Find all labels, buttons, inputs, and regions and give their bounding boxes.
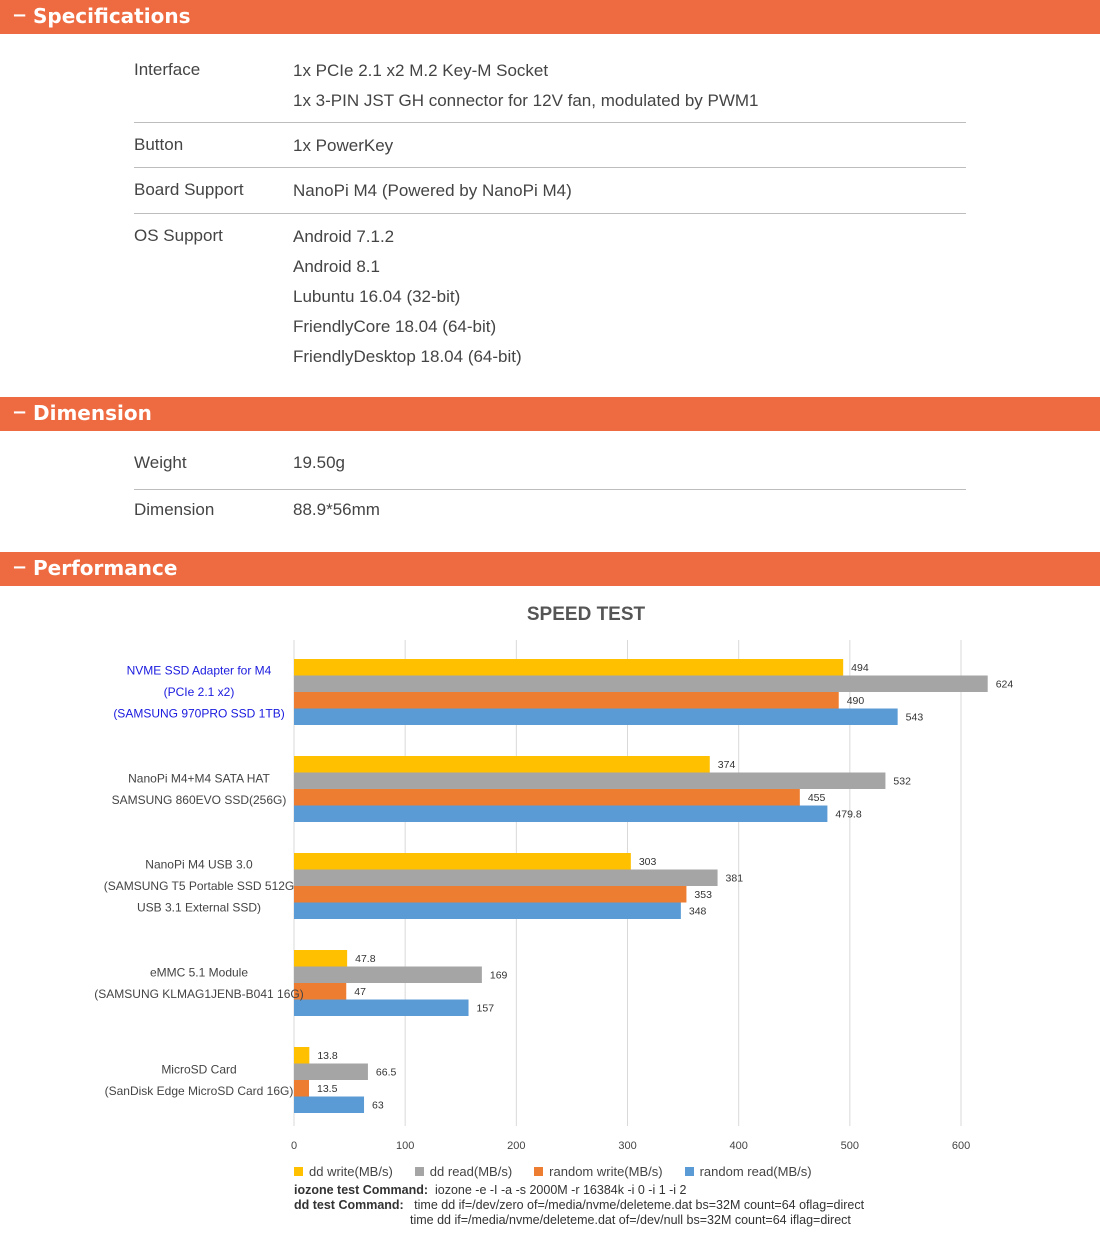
spec-label: Dimension (134, 500, 215, 519)
legend-swatch (685, 1167, 694, 1176)
x-tick-label: 300 (618, 1140, 637, 1152)
spec-value: FriendlyDesktop 18.04 (64-bit) (293, 347, 522, 366)
data-label: 532 (893, 775, 911, 788)
x-tick-label: 0 (290, 1140, 298, 1152)
dimension-section-header[interactable] (0, 397, 1100, 431)
dd-command-1: time dd if=/dev/zero of=/media/nvme/deleteme.dat bs=32M count=64 oflag=direct (414, 1198, 865, 1212)
legend-label: dd read(MB/s) (429, 1164, 513, 1179)
spec-value: Lubuntu 16.04 (32-bit) (293, 287, 461, 306)
data-label: 13.8 (317, 1050, 338, 1062)
dimension-row-dimension (134, 490, 966, 540)
iozone-command-label: iozone test Command: (294, 1183, 429, 1197)
bar (294, 709, 898, 726)
category-label: (SAMSUNG 970PRO SSD 1TB) (113, 706, 285, 721)
dd-command-line-2 (410, 1213, 851, 1227)
legend-label: dd write(MB/s) (309, 1164, 393, 1179)
bar (294, 1000, 469, 1017)
performance-section-header[interactable] (0, 552, 1100, 586)
chart-legend (294, 1164, 834, 1179)
data-label: 47.8 (355, 953, 376, 965)
iozone-command-line (294, 1183, 687, 1197)
dd-command-2: time dd if=/media/nvme/deleteme.dat of=/dev/null bs=32M count=64 iflag=direct (410, 1213, 851, 1227)
category-label: MicroSD Card (161, 1062, 237, 1077)
legend-item (415, 1164, 512, 1179)
bar (294, 1064, 368, 1081)
category-label: (SAMSUNG KLMAG1JENB-B041 16G) (94, 986, 304, 1001)
iozone-command: iozone -e -I -a -s 2000M -r 16384k -i 0 -i 1 -i 2 (435, 1183, 687, 1197)
x-tick-label: 600 (951, 1140, 971, 1152)
spec-value: NanoPi M4 (Powered by NanoPi M4) (293, 181, 572, 200)
bar (294, 1047, 309, 1064)
spec-label: Board Support (134, 180, 244, 199)
section-title: Dimension (33, 401, 152, 425)
data-label: 157 (476, 1002, 495, 1015)
category-label: SAMSUNG 860EVO SSD(256G) (111, 792, 287, 807)
category-label: eMMC 5.1 Module (149, 965, 249, 980)
spec-value: Android 7.1.2 (293, 227, 395, 246)
bar (294, 853, 631, 870)
x-tick-label: 100 (395, 1140, 415, 1152)
bar (294, 886, 686, 903)
data-label: 381 (725, 872, 744, 885)
spec-label: OS Support (134, 226, 223, 245)
data-label: 494 (851, 662, 869, 674)
collapse-icon[interactable]: − (12, 557, 28, 578)
legend-swatch (534, 1167, 543, 1176)
data-label: 66.5 (375, 1066, 397, 1079)
bar (294, 1097, 364, 1114)
bar (294, 950, 347, 967)
spec-row-board-support (134, 168, 966, 214)
x-tick-label: 400 (729, 1140, 748, 1152)
data-label: 543 (905, 711, 924, 724)
category-label: (PCIe 2.1 x2) (163, 685, 235, 699)
collapse-icon[interactable]: − (12, 5, 28, 26)
x-tick-label: 500 (840, 1140, 860, 1152)
spec-row-os-support (134, 214, 966, 384)
bar (294, 870, 718, 887)
bar (294, 676, 988, 693)
legend-item (294, 1164, 393, 1179)
data-label: 479.8 (835, 808, 862, 821)
spec-value: Android 8.1 (293, 257, 380, 276)
dimension-table (134, 443, 966, 540)
spec-value: 1x 3-PIN JST GH connector for 12V fan, modulated by PWM1 (293, 91, 759, 110)
dd-command-line (294, 1198, 864, 1212)
bar (294, 773, 885, 790)
category-label: NanoPi M4 USB 3.0 (145, 857, 253, 872)
dimension-row-weight (134, 443, 966, 490)
data-label: 303 (638, 856, 657, 868)
category-label: NVME SSD Adapter for M4 (126, 663, 272, 678)
bar (294, 806, 827, 823)
category-label: NanoPi M4+M4 SATA HAT (128, 771, 270, 786)
legend-label: random read(MB/s) (699, 1164, 812, 1179)
data-label: 455 (807, 792, 826, 804)
speed-test-chart (0, 586, 1100, 1160)
bar (294, 659, 843, 676)
legend-swatch (415, 1167, 424, 1176)
chart-title: SPEED TEST (526, 604, 646, 625)
category-label: (SAMSUNG T5 Portable SSD 512G (103, 879, 295, 893)
spec-label: Interface (134, 60, 201, 79)
bar (294, 789, 800, 806)
legend-swatch (294, 1167, 303, 1176)
data-label: 169 (489, 969, 508, 982)
data-label: 624 (995, 678, 1014, 691)
category-label: (SanDisk Edge MicroSD Card 16G) (104, 1083, 294, 1098)
legend-item (685, 1164, 812, 1179)
spec-row-interface (134, 56, 966, 123)
specifications-section-header[interactable] (0, 0, 1100, 34)
bar (294, 692, 839, 709)
x-tick-label: 200 (507, 1140, 526, 1152)
data-label: 348 (688, 905, 707, 918)
legend-label: random write(MB/s) (549, 1164, 663, 1179)
specifications-table (134, 56, 966, 384)
legend-item (534, 1164, 662, 1179)
bar (294, 756, 710, 773)
spec-value: 88.9*56mm (293, 500, 380, 519)
data-label: 47 (354, 986, 366, 998)
data-label: 374 (717, 759, 736, 771)
spec-value: 19.50g (293, 453, 345, 472)
category-label: USB 3.1 External SSD) (136, 900, 262, 915)
spec-value: 1x PowerKey (293, 136, 394, 155)
spec-label: Button (134, 135, 184, 154)
bar (294, 1080, 309, 1097)
bar (294, 903, 681, 920)
section-title: Performance (33, 556, 178, 580)
section-title: Specifications (33, 4, 191, 28)
collapse-icon[interactable]: − (12, 402, 28, 423)
bar (294, 967, 482, 984)
dd-command-label: dd test Command: (294, 1198, 404, 1212)
spec-value: 1x PCIe 2.1 x2 M.2 Key-M Socket (293, 61, 549, 80)
data-label: 353 (694, 889, 712, 901)
data-label: 63 (372, 1099, 384, 1112)
data-label: 13.5 (317, 1083, 338, 1095)
spec-row-button (134, 123, 966, 168)
data-label: 490 (846, 695, 865, 707)
spec-value: FriendlyCore 18.04 (64-bit) (293, 317, 497, 336)
spec-label: Weight (134, 453, 187, 472)
